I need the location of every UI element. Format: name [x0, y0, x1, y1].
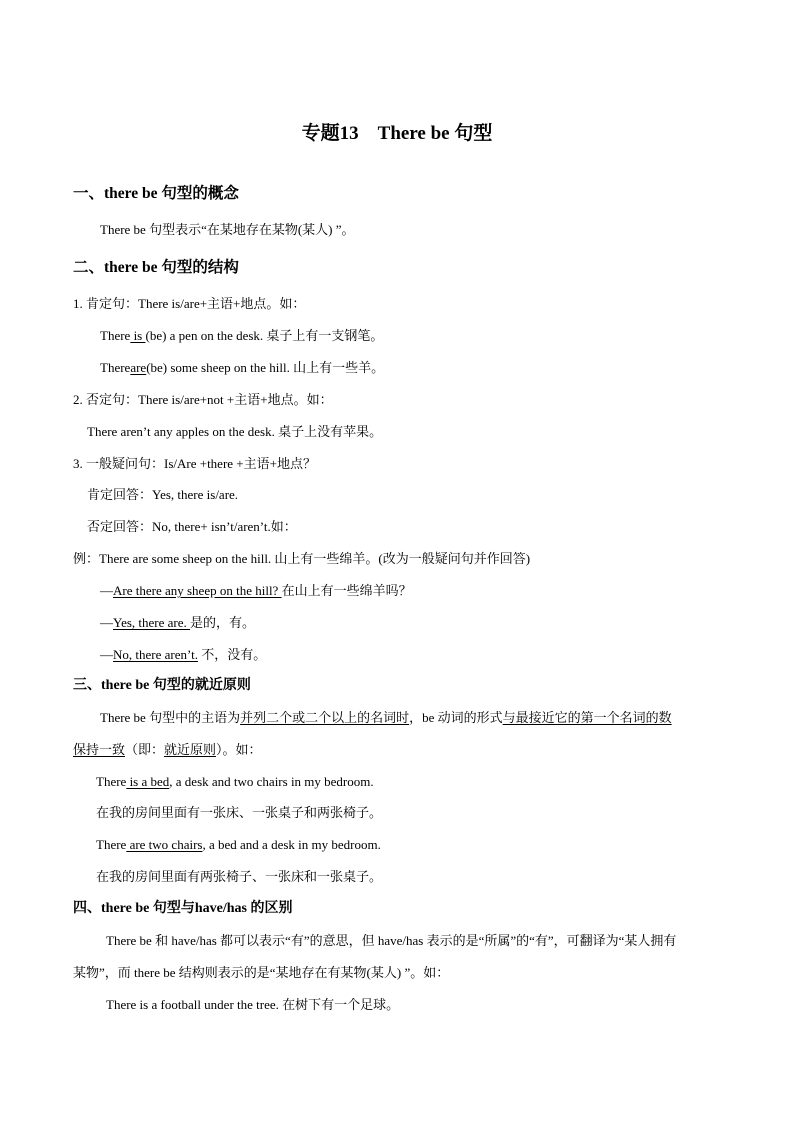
- positive-answer-rule: 肯定回答：Yes, there is/are.: [87, 487, 239, 502]
- proximity-example-2: There are two chairs, a bed and a desk in my bedroom.: [96, 837, 381, 852]
- affirmative-example-2: Thereare(be) some sheep on the hill. 山上有一些羊。: [100, 360, 385, 375]
- proximity-example-1-translation: 在我的房间里面有一张床、一张桌子和两张椅子。: [96, 805, 383, 820]
- section-4-example-1: There is a football under the tree. 在树下有一个足球。: [106, 997, 400, 1012]
- question-answer-1: —Are there any sheep on the hill? 在山上有一些绵羊吗？: [100, 583, 412, 598]
- section-4-paragraph-line-1: There be 和 have/has 都可以表示“有”的意思，但 have/has 表示的是“所属”的“有”，可翻译为“某人拥有: [106, 933, 677, 948]
- section-3-heading: 三、there be 句型的就近原则: [73, 678, 251, 693]
- section-4-heading: 四、there be 句型与have/has 的区别: [73, 901, 293, 916]
- negative-example: There aren’t any apples on the desk. 桌子上没有苹果。: [87, 424, 383, 439]
- section-4-paragraph-line-2: 某物”，而 there be 结构则表示的是“某地存在有某物(某人) ”。如：: [73, 965, 450, 980]
- question-rule: 3. 一般疑问句：Is/Are +there +主语+地点？: [73, 456, 316, 471]
- example-sentence: 例：There are some sheep on the hill. 山上有一些绵羊。(改为一般疑问句并作回答): [73, 551, 531, 566]
- section-3-paragraph-line-1: There be 句型中的主语为并列二个或二个以上的名词时，be 动词的形式与最接近它的第一个名词的数: [100, 710, 672, 725]
- negative-answer-rule: 否定回答：No, there+ isn’t/aren’t.如：: [87, 519, 297, 534]
- question-answer-2: —Yes, there are. 是的，有。: [100, 615, 256, 630]
- question-answer-3: —No, there aren’t. 不，没有。: [100, 647, 267, 662]
- negative-rule: 2. 否定句：There is/are+not +主语+地点。如：: [73, 392, 333, 407]
- section-1-heading: 一、there be 句型的概念: [73, 185, 239, 202]
- page-title: 专题13 There be 句型: [301, 123, 493, 144]
- proximity-example-1: There is a bed, a desk and two chairs in my bedroom.: [96, 774, 374, 789]
- affirmative-rule: 1. 肯定句：There is/are+主语+地点。如：: [73, 296, 306, 311]
- section-2-heading: 二、there be 句型的结构: [73, 259, 239, 276]
- proximity-example-2-translation: 在我的房间里面有两张椅子、一张床和一张桌子。: [96, 869, 383, 884]
- section-3-paragraph-line-2: 保持一致（即：就近原则）。如：: [73, 742, 262, 757]
- section-1-paragraph: There be 句型表示“在某地存在某物(某人) ”。: [100, 222, 355, 237]
- affirmative-example-1: There is (be) a pen on the desk. 桌子上有一支钢笔。: [100, 328, 384, 343]
